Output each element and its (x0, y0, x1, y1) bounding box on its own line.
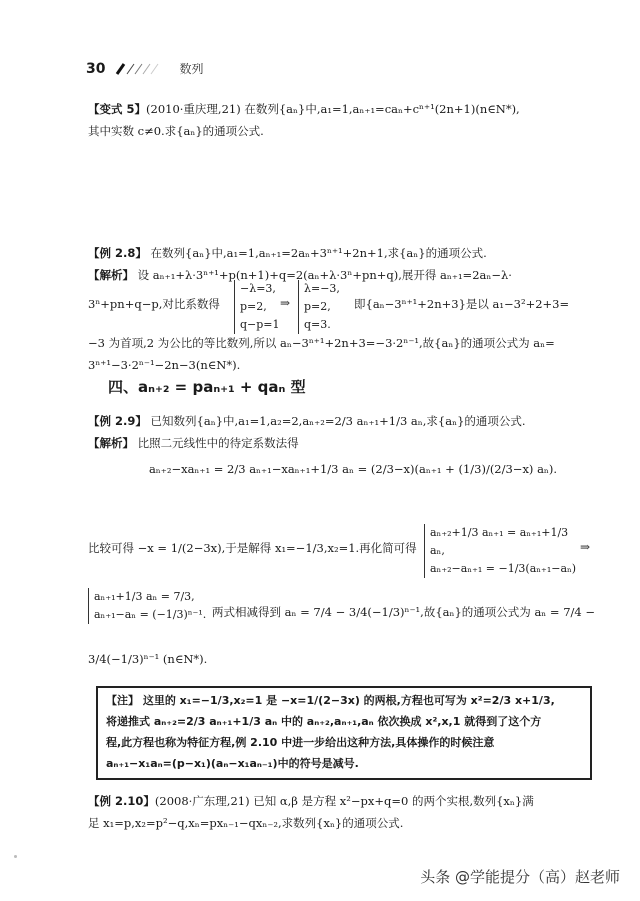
example-2-9-analysis-tag: 【解析】 (88, 436, 134, 450)
watermark (420, 866, 620, 887)
system-row: aₙ₊₁+1/3 aₙ = 7/3, (94, 590, 195, 603)
system-reduced (424, 524, 580, 578)
compare-line: 比较可得 −x = 1/(2−3x),于是解得 x₁=−1/3,x₂=1.再化简可得 (88, 541, 417, 555)
example-2-8-line4: 3ⁿ⁺¹−3·2ⁿ⁻¹−2n−3(n∈N*). (88, 358, 241, 372)
example-2-8-tag: 【例 2.8】 (88, 246, 147, 260)
note-tag: 【注】 (106, 694, 139, 707)
note-line4: aₙ₊₁−x₁aₙ=(p−x₁)(aₙ−x₁aₙ₋₁)中的符号是减号. (106, 757, 359, 770)
system-solution (298, 280, 340, 334)
system-row: q=3. (304, 318, 331, 331)
system-derived (88, 588, 206, 624)
system-row: aₙ₊₂−aₙ₊₁ = −1/3(aₙ₊₁−aₙ) (430, 562, 577, 575)
example-2-8-line2a: 3ⁿ+pn+q−p,对比系数得 (88, 297, 220, 311)
note-line1: 这里的 x₁=−1/3,x₂=1 是 −x=1/(2−3x) 的两根,方程也可写为 x²=2/3 x+1/3, (142, 694, 555, 707)
example-2-8-analysis-tag: 【解析】 (88, 268, 134, 282)
system-row: p=2, (240, 300, 267, 313)
example-2-8-conclusion (88, 332, 596, 376)
example-2-8-line3: −3 为首项,2 为公比的等比数列,所以 aₙ−3ⁿ⁺¹+2n+3=−3·2ⁿ⁻¹,故{aₙ}的通项公式为 aₙ= (88, 336, 555, 350)
header-decoration-icon (115, 63, 163, 75)
system-coefficients (234, 280, 280, 334)
example-2-9-tag: 【例 2.9】 (88, 414, 147, 428)
page-header (86, 60, 204, 77)
chapter-title: 数列 (179, 62, 204, 76)
key-formula: aₙ₊₂−xaₙ₊₁ = 2/3 aₙ₊₁−xaₙ₊₁+1/3 aₙ = (2/3−x)(aₙ₊₁ + (1/3)/(2/3−x) aₙ). (148, 462, 558, 476)
system-row: λ=−3, (304, 282, 340, 295)
example-2-8 (88, 242, 596, 286)
system-row: p=2, (304, 300, 331, 313)
watermark-text: 头条 @学能提分（高）赵老师 (420, 868, 620, 886)
example-2-10-line1: (2008·广东理,21) 已知 α,β 是方程 x²−px+q=0 的两个实根,数列{xₙ}满 (154, 794, 534, 808)
note-line2: 将递推式 aₙ₊₂=2/3 aₙ₊₁+1/3 aₙ 中的 aₙ₊₂,aₙ₊₁,aₙ 依次换成 x²,x,1 就得到了这个方 (106, 715, 542, 728)
example-2-8-problem: 在数列{aₙ}中,a₁=1,aₙ₊₁=2aₙ+3ⁿ⁺¹+2n+1,求{aₙ}的通项公式. (150, 246, 487, 260)
implies-arrow: ⇒ (580, 540, 591, 554)
note-line3: 程,此方程也称为特征方程,例 2.10 中进一步给出这种方法,具体操作的时候注意 (106, 736, 495, 749)
system-row: q−p=1 (240, 318, 280, 331)
section-title: 四、aₙ₊₂ = paₙ₊₁ + qaₙ 型 (108, 378, 306, 396)
variant-5 (88, 98, 596, 142)
system-row: aₙ₊₂+1/3 aₙ₊₁ = aₙ₊₁+1/3 aₙ, (430, 526, 569, 557)
example-2-9 (88, 410, 596, 454)
example-2-10-line2: 足 x₁=p,x₂=p²−q,xₙ=pxₙ₋₁−qxₙ₋₂,求数列{xₙ}的通项公式. (88, 816, 404, 830)
implies-arrow: ⇒ (280, 296, 291, 310)
example-2-9-problem: 已知数列{aₙ}中,a₁=1,a₂=2,aₙ₊₂=2/3 aₙ₊₁+1/3 aₙ,求{aₙ}的通项公式. (150, 414, 526, 428)
example-2-8-line2b: 即{aₙ−3ⁿ⁺¹+2n+3}是以 a₁−3²+2+3= (354, 297, 570, 311)
subtract-line: 两式相减得到 aₙ = 7/4 − 3/4(−1/3)ⁿ⁻¹,故{aₙ}的通项公式为 aₙ = 7/4 − (212, 605, 596, 619)
system-row: aₙ₊₁−aₙ = (−1/3)ⁿ⁻¹. (94, 608, 207, 621)
variant-5-line2: 其中实数 c≠0.求{aₙ}的通项公式. (88, 124, 264, 138)
example-2-10 (88, 790, 596, 834)
example-2-10-tag: 【例 2.10】 (88, 794, 155, 808)
example-2-9-intro: 比照二元线性中的待定系数法得 (137, 436, 299, 450)
note-box (96, 686, 592, 780)
variant-5-tag: 【变式 5】 (88, 102, 147, 116)
scan-speck (14, 855, 17, 858)
example-2-9-end: 3/4(−1/3)ⁿ⁻¹ (n∈N*). (88, 652, 208, 666)
page-number: 30 (86, 60, 106, 77)
example-2-8-line1: 设 aₙ₊₁+λ·3ⁿ⁺¹+p(n+1)+q=2(aₙ+λ·3ⁿ+pn+q),展开得 aₙ₊₁=2aₙ−λ· (137, 268, 512, 282)
variant-5-line1: (2010·重庆理,21) 在数列{aₙ}中,a₁=1,aₙ₊₁=caₙ+cⁿ⁺¹(2n+1)(n∈N*), (146, 102, 520, 116)
system-row: −λ=3, (240, 282, 276, 295)
